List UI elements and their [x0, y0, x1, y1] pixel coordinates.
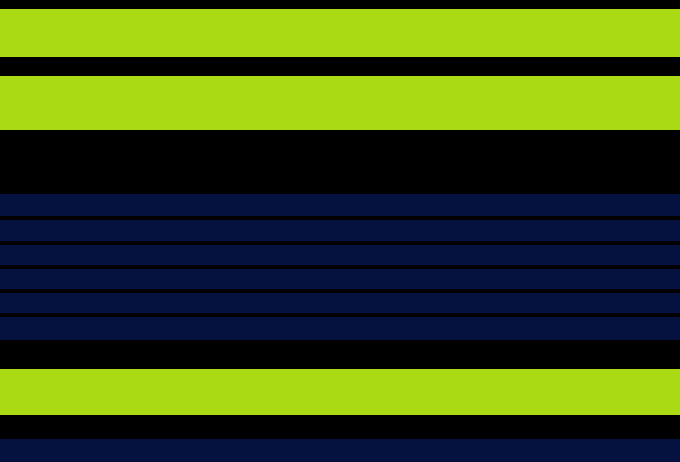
band-black-top — [0, 0, 680, 9]
band-navy-4 — [0, 269, 680, 289]
band-navy-5 — [0, 293, 680, 313]
band-black-3 — [0, 340, 680, 369]
band-navy-bottom — [0, 439, 680, 462]
band-navy-3 — [0, 245, 680, 265]
band-navy-2 — [0, 220, 680, 241]
band-green-2 — [0, 76, 680, 130]
band-green-3 — [0, 369, 680, 415]
band-navy-6 — [0, 317, 680, 340]
band-black-4 — [0, 415, 680, 439]
band-green-1 — [0, 9, 680, 57]
band-navy-1 — [0, 194, 680, 216]
band-black-large — [0, 130, 680, 194]
band-black-2 — [0, 57, 680, 76]
